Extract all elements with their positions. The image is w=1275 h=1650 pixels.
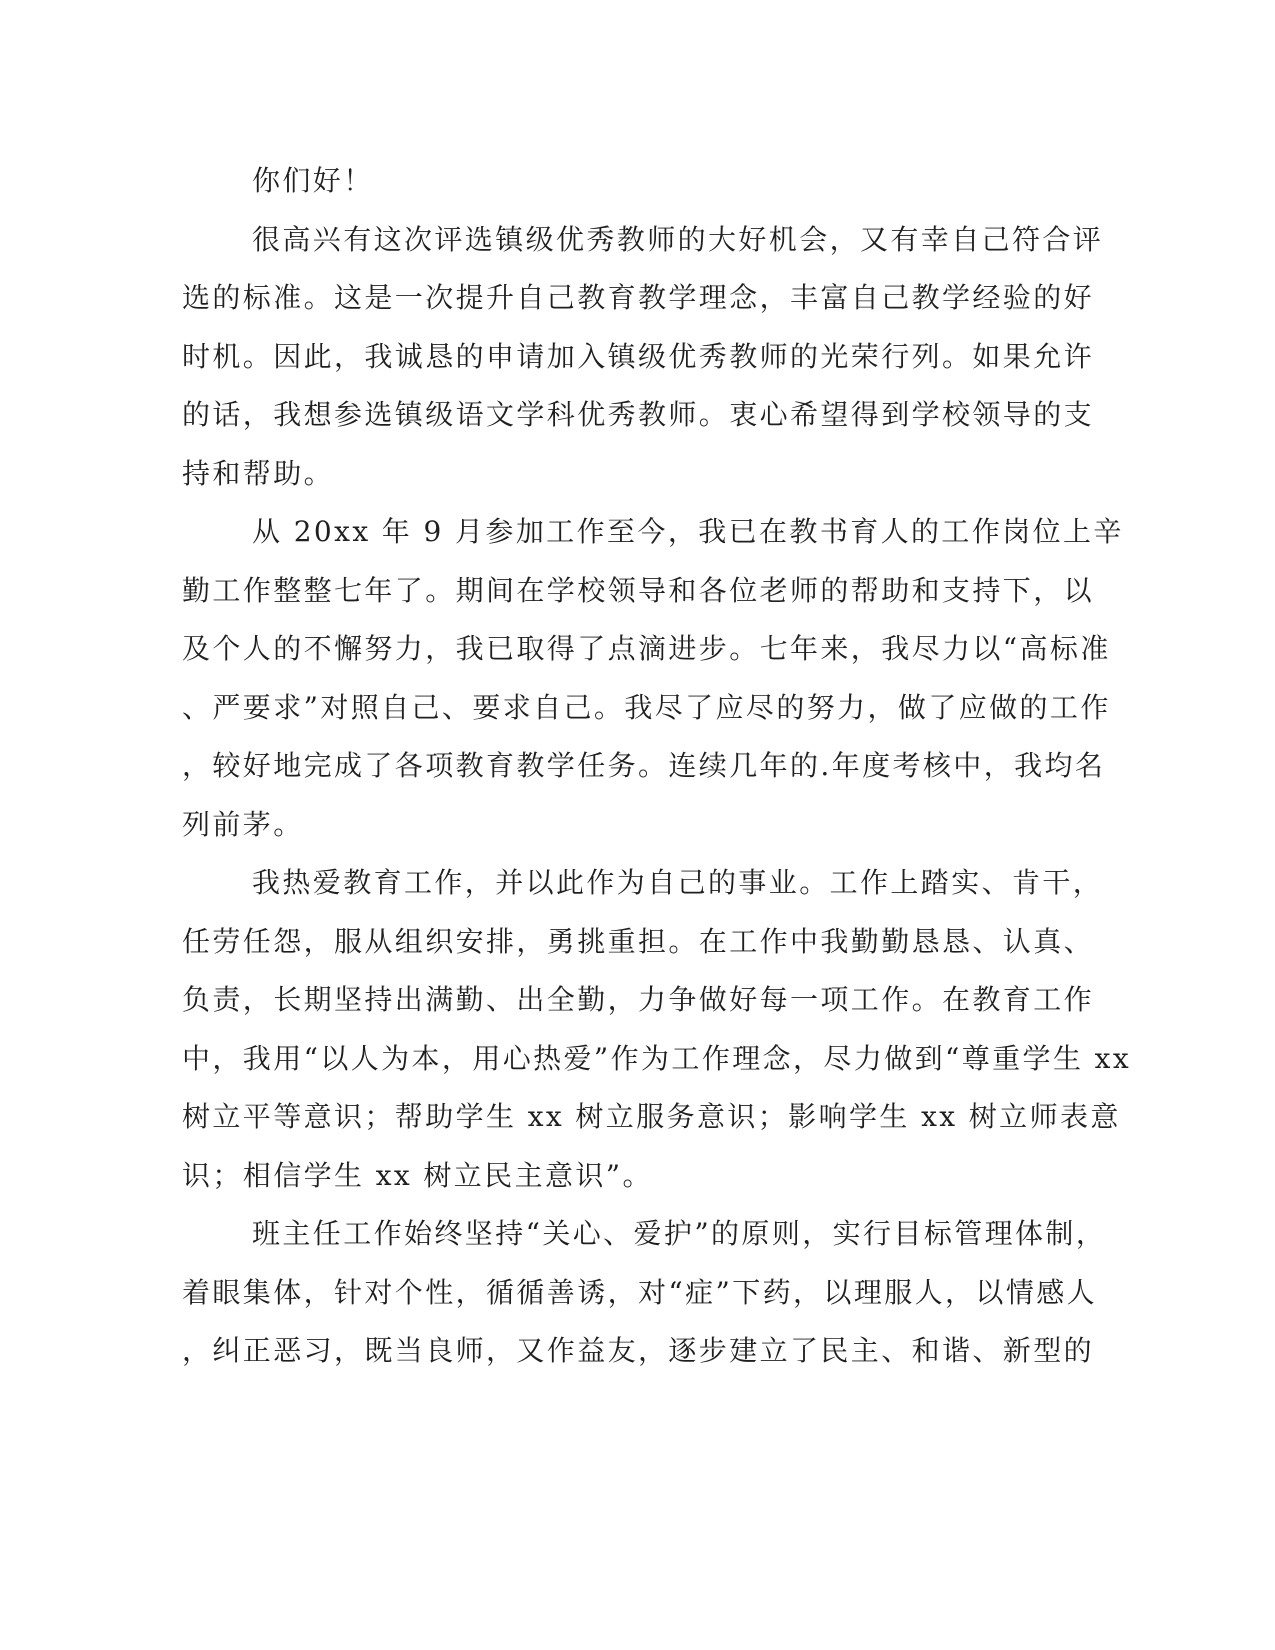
text-line: 及个人的不懈努力，我已取得了点滴进步。七年来，我尽力以“高标准 — [182, 632, 1111, 665]
document-body — [182, 152, 1132, 1381]
paragraph-application-intro — [182, 211, 1104, 504]
text-line: 的话，我想参选镇级语文学科优秀教师。衷心希望得到学校领导的支 — [182, 398, 1095, 431]
text-line: 从 20xx 年 9 月参加工作至今，我已在教书育人的工作岗位上辛 — [252, 515, 1124, 548]
text-line: 中，我用“以人为本，用心热爱”作为工作理念，尽力做到“尊重学生 xx — [182, 1041, 1132, 1075]
paragraph-greeting — [182, 152, 1032, 211]
paragraph-teaching-philosophy — [182, 854, 1132, 1205]
text-line: 、严要求”对照自己、要求自己。我尽了应尽的努力，做了应做的工作 — [182, 690, 1111, 724]
text-line: 列前茅。 — [182, 807, 304, 841]
text-line: 选的标准。这是一次提升自己教育教学理念，丰富自己教学经验的好 — [182, 281, 1095, 314]
text-line: 持和帮助。 — [182, 456, 335, 490]
paragraph-work-history — [182, 503, 1124, 854]
text-line: 树立平等意识；帮助学生 xx 树立服务意识；影响学生 xx 树立师表意 — [182, 1100, 1121, 1133]
text-line: ，纠正恶习，既当良师，又作益友，逐步建立了民主、和谐、新型的 — [182, 1334, 1095, 1367]
text-line: 任劳任怨，服从组织安排，勇挑重担。在工作中我勤勤恳恳、认真、 — [182, 924, 1095, 958]
text-line: 很高兴有这次评选镇级优秀教师的大好机会，又有幸自己符合评 — [252, 222, 1104, 256]
text-line: 班主任工作始终坚持“关心、爱护”的原则，实行目标管理体制， — [252, 1217, 1107, 1250]
text-line: 识；相信学生 xx 树立民主意识”。 — [182, 1158, 653, 1192]
text-line: 时机。因此，我诚恳的申请加入镇级优秀教师的光荣行列。如果允许 — [182, 339, 1095, 373]
text-line: ，较好地完成了各项教育教学任务。连续几年的.年度考核中，我均名 — [182, 749, 1106, 782]
text-line: 着眼集体，针对个性，循循善诱，对“症”下药，以理服人，以情感人 — [182, 1275, 1098, 1309]
text-line: 我热爱教育工作，并以此作为自己的事业。工作上踏实、肯干， — [252, 866, 1104, 899]
text-line: 负责，长期坚持出满勤、出全勤，力争做好每一项工作。在教育工作 — [182, 983, 1095, 1016]
text-line: 你们好！ — [252, 164, 374, 197]
text-line: 勤工作整整七年了。期间在学校领导和各位老师的帮助和支持下，以 — [182, 573, 1095, 607]
paragraph-class-teacher-work — [182, 1205, 1107, 1381]
